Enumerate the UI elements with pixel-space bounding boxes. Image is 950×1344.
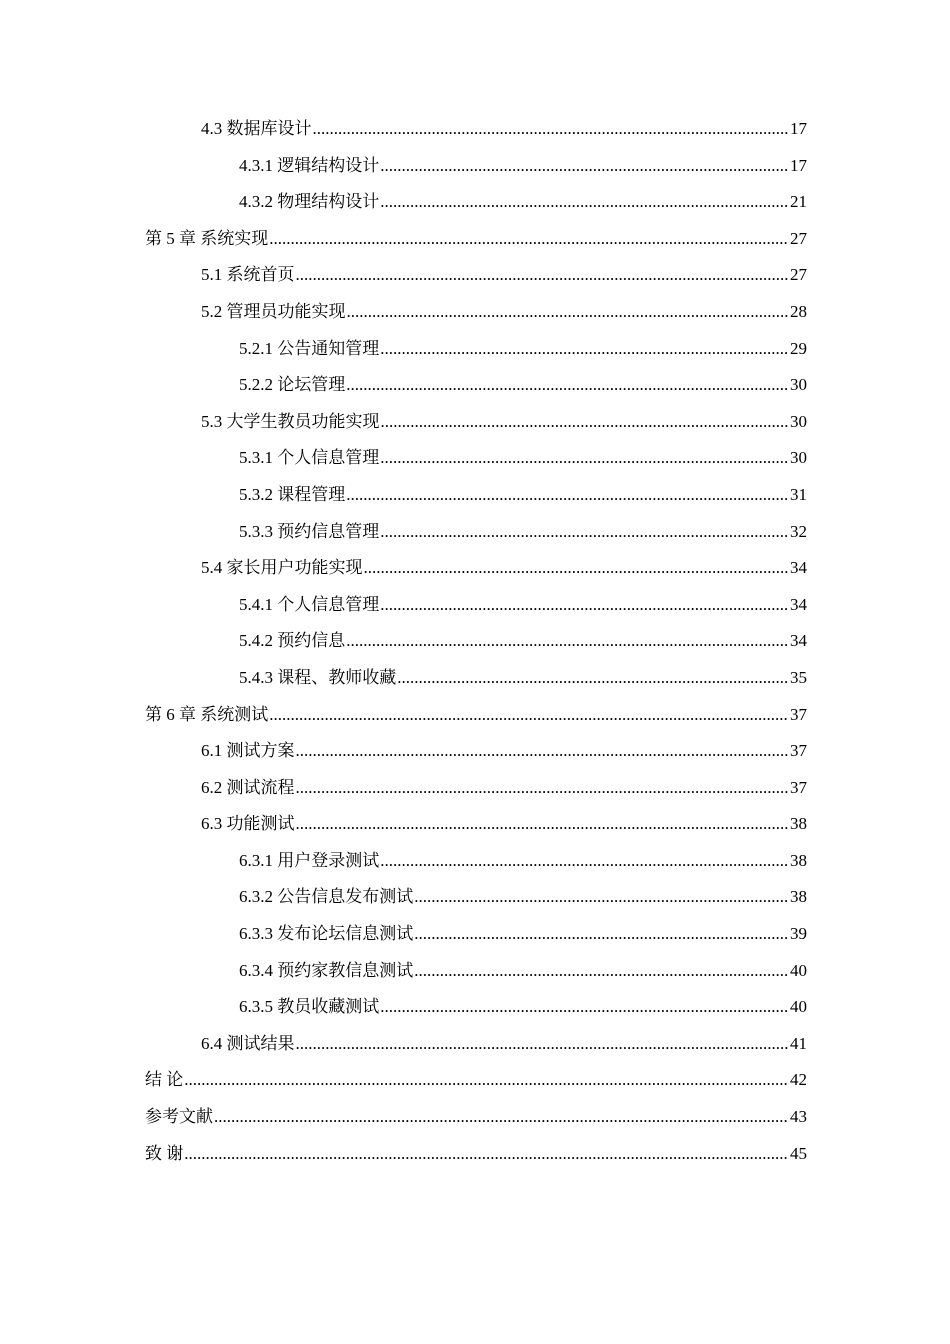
toc-dot-leader (296, 257, 790, 294)
toc-entry-title: 5.3 大学生教员功能实现 (201, 411, 380, 431)
toc-dot-leader (214, 1099, 789, 1136)
toc-entry[interactable] (145, 989, 807, 1026)
toc-dot-leader (380, 440, 789, 477)
toc-dot-leader (380, 843, 789, 880)
toc-entry-title: 5.3.1 个人信息管理 (239, 448, 380, 468)
toc-page-number: 39 (790, 924, 807, 944)
toc-page-number: 37 (790, 741, 807, 761)
toc-entry[interactable] (145, 806, 807, 843)
toc-page-number: 31 (790, 484, 807, 504)
toc-entry-title: 5.4.3 课程、教师收藏 (239, 667, 397, 687)
toc-entry[interactable] (145, 1026, 807, 1063)
toc-entry-title: 6.3.5 教员收藏测试 (239, 997, 380, 1017)
toc-dot-leader (269, 221, 789, 258)
toc-dot-leader (380, 514, 789, 551)
toc-entry-title: 6.3.1 用户登录测试 (239, 850, 380, 870)
toc-page-number: 34 (790, 558, 807, 578)
toc-entry[interactable] (145, 550, 807, 587)
toc-page-number: 30 (790, 375, 807, 395)
toc-entry[interactable] (145, 660, 807, 697)
toc-entry-title: 5.4.2 预约信息 (239, 631, 346, 651)
table-of-contents (145, 111, 807, 1172)
toc-page-number: 34 (790, 594, 807, 614)
toc-page-number: 17 (790, 155, 807, 175)
toc-page-number: 34 (790, 631, 807, 651)
toc-page-number: 27 (790, 265, 807, 285)
toc-entry[interactable] (145, 440, 807, 477)
toc-page-number: 37 (790, 704, 807, 724)
toc-entry-title: 4.3.2 物理结构设计 (239, 192, 380, 212)
toc-entry[interactable] (145, 367, 807, 404)
toc-entry-title: 5.4 家长用户功能实现 (201, 558, 363, 578)
toc-entry-title: 5.4.1 个人信息管理 (239, 594, 380, 614)
toc-entry[interactable] (145, 587, 807, 624)
toc-entry[interactable] (145, 623, 807, 660)
toc-dot-leader (380, 331, 789, 368)
toc-dot-leader (364, 550, 790, 587)
toc-entry-title: 致 谢 (145, 1143, 184, 1163)
toc-dot-leader (380, 184, 789, 221)
toc-entry-title: 6.1 测试方案 (201, 741, 295, 761)
toc-page-number: 27 (790, 228, 807, 248)
toc-dot-leader (184, 1062, 789, 1099)
toc-entry[interactable] (145, 257, 807, 294)
toc-entry-title: 4.3 数据库设计 (201, 119, 312, 138)
toc-entry[interactable] (145, 514, 807, 551)
toc-entry[interactable] (145, 953, 807, 990)
toc-entry-title: 4.3.1 逻辑结构设计 (239, 155, 380, 175)
toc-dot-leader (184, 1136, 789, 1173)
toc-dot-leader (346, 477, 789, 514)
toc-entry[interactable] (145, 916, 807, 953)
toc-dot-leader (380, 587, 789, 624)
toc-entry-title: 5.2 管理员功能实现 (201, 301, 346, 321)
toc-entry[interactable] (145, 1062, 807, 1099)
toc-entry[interactable] (145, 148, 807, 185)
toc-page-number: 35 (790, 667, 807, 687)
toc-entry-title: 6.2 测试流程 (201, 777, 295, 797)
toc-page-number: 30 (790, 448, 807, 468)
toc-page-number: 32 (790, 521, 807, 541)
toc-dot-leader (269, 697, 789, 734)
toc-page-number: 41 (790, 1033, 807, 1053)
toc-entry-title: 6.4 测试结果 (201, 1033, 295, 1053)
toc-dot-leader (347, 294, 790, 331)
toc-entry[interactable] (145, 1136, 807, 1173)
toc-page-number: 37 (790, 777, 807, 797)
toc-dot-leader (346, 623, 789, 660)
toc-entry[interactable] (145, 477, 807, 514)
toc-entry-title: 6.3.3 发布论坛信息测试 (239, 924, 414, 944)
toc-dot-leader (414, 916, 789, 953)
toc-entry-title: 6.3.4 预约家教信息测试 (239, 960, 414, 980)
toc-entry[interactable] (145, 879, 807, 916)
toc-entry-title: 参考文献 (145, 1107, 213, 1127)
toc-entry[interactable] (145, 770, 807, 807)
toc-entry-title: 5.3.2 课程管理 (239, 484, 346, 504)
toc-entry-title: 第 5 章 系统实现 (145, 228, 269, 248)
toc-dot-leader (296, 770, 790, 807)
toc-page-number: 28 (790, 301, 807, 321)
toc-page-number: 30 (790, 411, 807, 431)
toc-entry-title: 结 论 (145, 1070, 184, 1090)
toc-entry[interactable] (145, 1099, 807, 1136)
toc-entry[interactable] (145, 843, 807, 880)
toc-dot-leader (414, 953, 789, 990)
toc-entry[interactable] (145, 697, 807, 734)
toc-entry[interactable] (145, 221, 807, 258)
toc-dot-leader (296, 806, 790, 843)
toc-page-number: 40 (790, 997, 807, 1017)
toc-dot-leader (381, 404, 790, 441)
toc-entry-title: 5.2.1 公告通知管理 (239, 338, 380, 358)
toc-dot-leader (380, 148, 789, 185)
toc-entry[interactable] (145, 111, 807, 148)
toc-dot-leader (414, 879, 789, 916)
toc-page-number: 42 (790, 1070, 807, 1090)
toc-entry[interactable] (145, 184, 807, 221)
toc-entry-title: 6.3 功能测试 (201, 814, 295, 834)
toc-page-number: 38 (790, 850, 807, 870)
toc-dot-leader (397, 660, 789, 697)
toc-page-number: 29 (790, 338, 807, 358)
toc-entry-title: 5.2.2 论坛管理 (239, 375, 346, 395)
toc-entry[interactable] (145, 331, 807, 368)
toc-dot-leader (313, 111, 790, 148)
toc-entry-title: 5.3.3 预约信息管理 (239, 521, 380, 541)
toc-page-number: 17 (790, 119, 807, 138)
toc-dot-leader (296, 1026, 790, 1063)
toc-dot-leader (296, 733, 790, 770)
toc-page-number: 38 (790, 887, 807, 907)
toc-page-number: 21 (790, 192, 807, 212)
toc-page-number: 43 (790, 1107, 807, 1127)
toc-entry-title: 6.3.2 公告信息发布测试 (239, 887, 414, 907)
toc-entry[interactable] (145, 404, 807, 441)
toc-dot-leader (380, 989, 789, 1026)
toc-page-number: 45 (790, 1143, 807, 1163)
toc-entry[interactable] (145, 733, 807, 770)
toc-entry[interactable] (145, 294, 807, 331)
toc-page-number: 38 (790, 814, 807, 834)
toc-entry-title: 5.1 系统首页 (201, 265, 295, 285)
toc-dot-leader (346, 367, 789, 404)
toc-entry-title: 第 6 章 系统测试 (145, 704, 269, 724)
toc-page-number: 40 (790, 960, 807, 980)
